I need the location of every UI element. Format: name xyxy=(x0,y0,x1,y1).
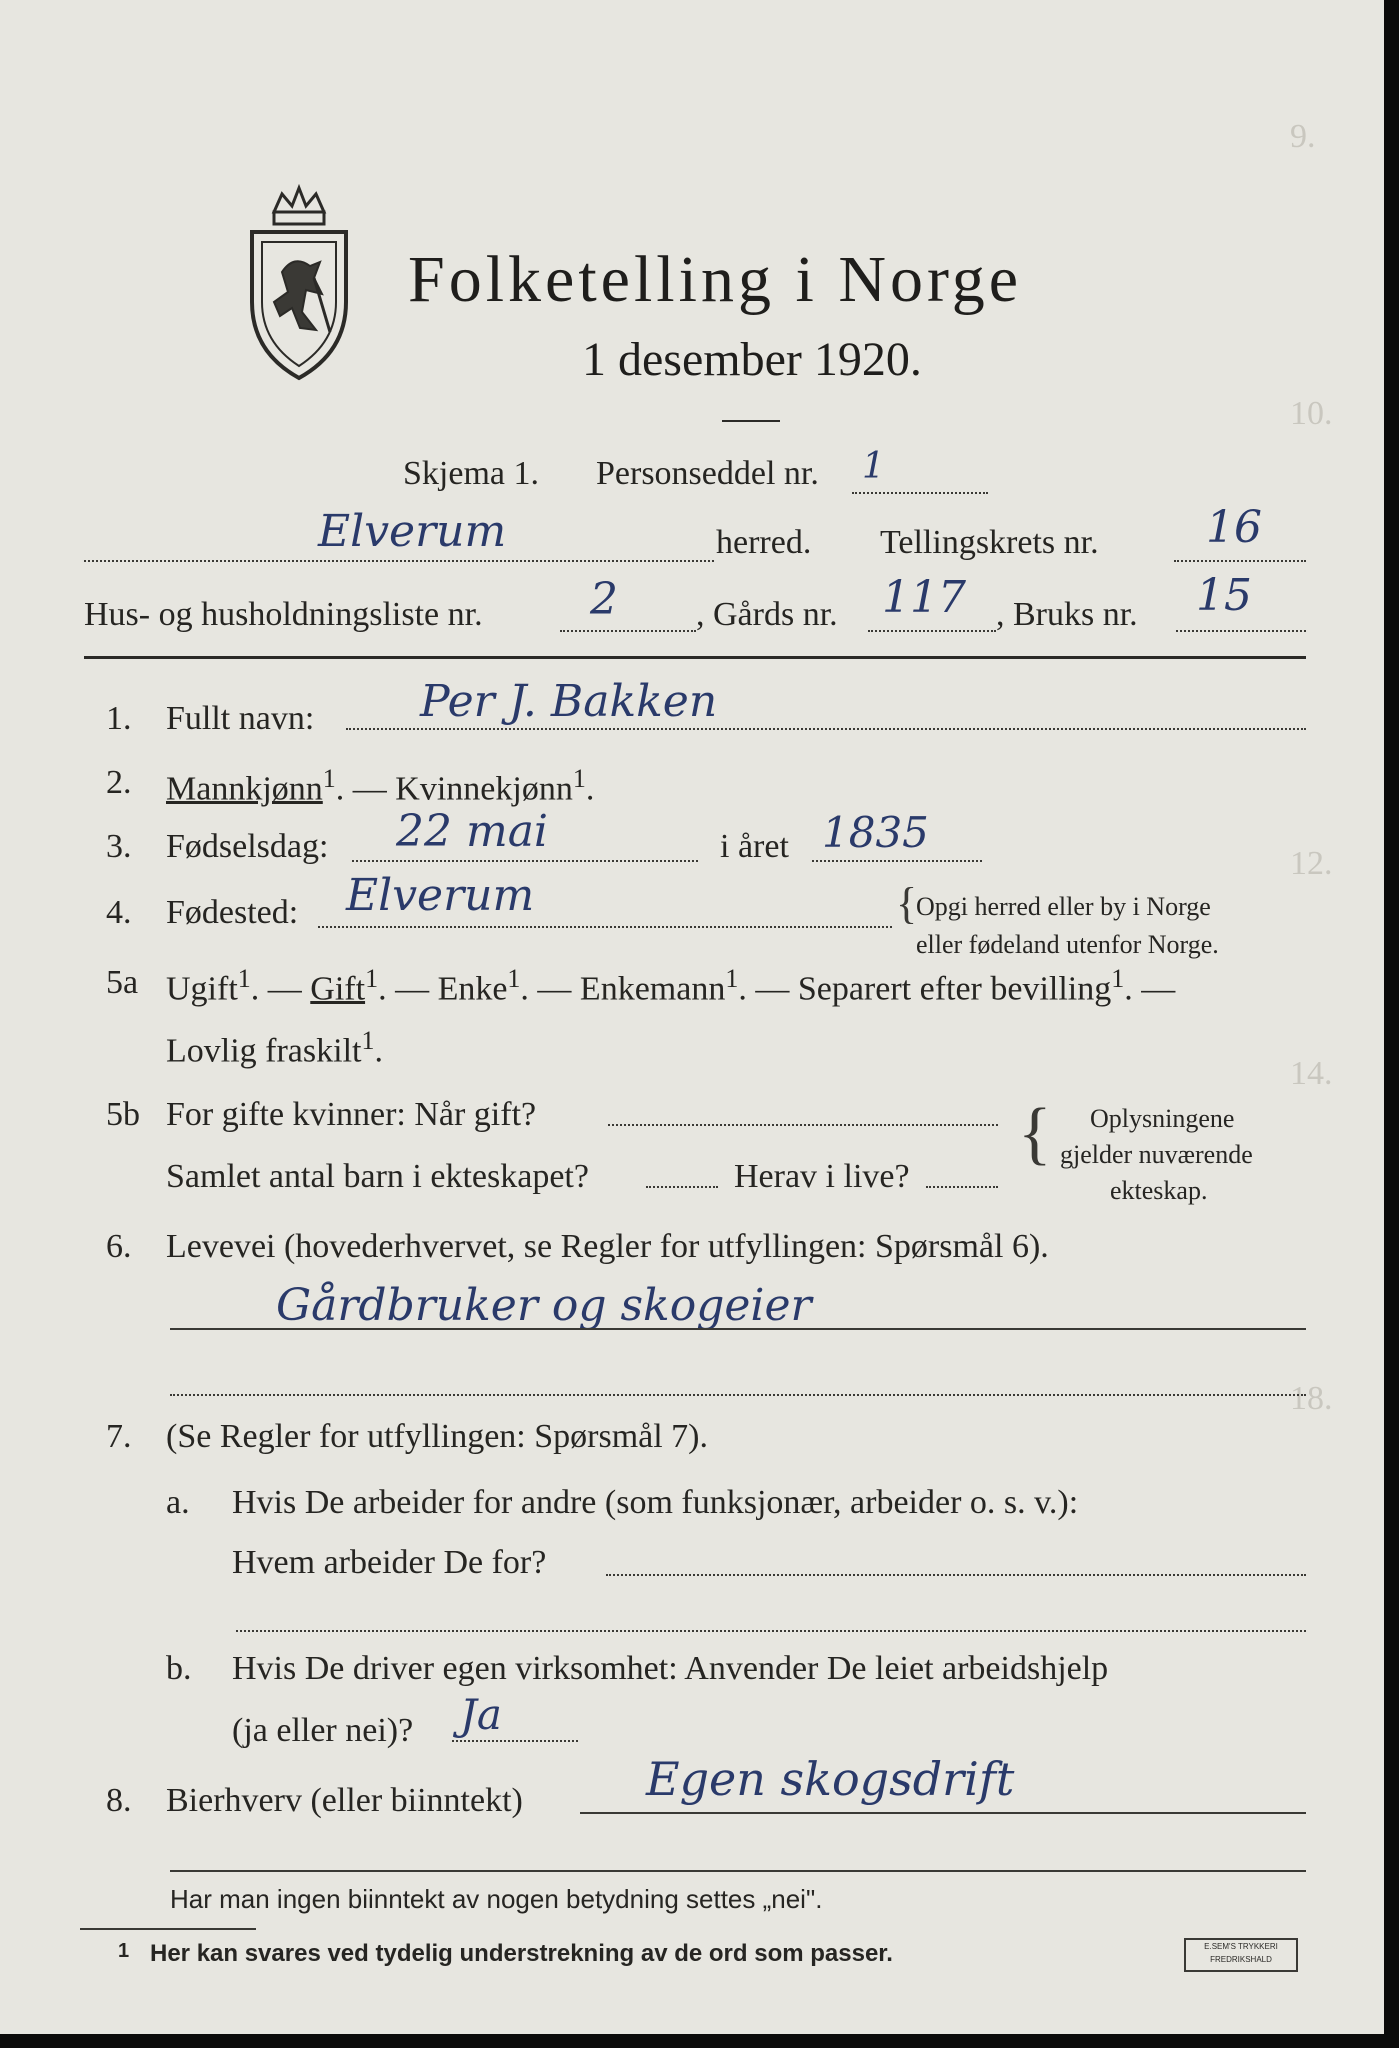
form-title: Folketelling i Norge xyxy=(408,243,1023,316)
q4-number: 4. xyxy=(106,894,132,931)
q4-line xyxy=(318,926,892,928)
q8-line-1 xyxy=(580,1812,1306,1814)
q1-line xyxy=(346,728,1306,730)
q2-kvinnekjonn: Kvinnekjønn xyxy=(395,770,573,808)
q4-value: Elverum xyxy=(346,870,535,921)
q3-year-line xyxy=(812,860,982,862)
bleed-through-text: 18. xyxy=(1290,1380,1333,1417)
q3-value: 22 mai xyxy=(396,806,549,857)
gards-value: 117 xyxy=(882,572,966,623)
personseddel-value: 1 xyxy=(862,446,885,487)
bleed-through-text: 14. xyxy=(1290,1055,1333,1092)
q4-note-1: Opgi herred eller by i Norge xyxy=(916,892,1211,921)
personseddel-line xyxy=(852,492,988,494)
q5a-lovlig: Lovlig fraskilt$^1$. xyxy=(166,1026,383,1070)
herred-value: Elverum xyxy=(318,506,507,557)
q7b-value: Ja xyxy=(460,1690,502,1739)
q6-value: Gårdbruker og skogeier xyxy=(276,1280,812,1331)
q7a-line-2 xyxy=(236,1630,1306,1632)
q5b-number: 5b xyxy=(106,1096,140,1133)
q4-brace: { xyxy=(896,879,918,928)
bruks-value: 15 xyxy=(1196,570,1252,621)
q3-year-value: 1835 xyxy=(822,808,929,857)
herred-label: herred. xyxy=(716,524,812,561)
q5a-gift: Gift xyxy=(310,970,366,1008)
q1-value: Per J. Bakken xyxy=(420,676,718,727)
personseddel-label: Personseddel nr. xyxy=(596,455,819,492)
q6-line-1 xyxy=(170,1328,1306,1330)
bleed-through-text: 9. xyxy=(1290,118,1316,155)
header-divider xyxy=(84,656,1306,659)
divider xyxy=(722,420,780,422)
bruks-line xyxy=(1176,630,1306,632)
q7b-line xyxy=(452,1740,578,1742)
gards-label: , Gårds nr. xyxy=(696,596,838,633)
q5a-text: Ugift$^1$. — Gift$^1$. — Enke$^1$. — Enkemann$^1$. — Separert efter bevilling$^1$. — xyxy=(166,964,1176,1008)
hus-label: Hus- og husholdningsliste nr. xyxy=(84,596,483,633)
q5b-label-2: Samlet antal barn i ekteskapet? xyxy=(166,1158,589,1195)
q5b-line-2 xyxy=(646,1186,718,1188)
q7-number: 7. xyxy=(106,1418,132,1455)
q3-year-label: i året xyxy=(720,828,789,865)
q1-label: Fullt navn: xyxy=(166,700,315,737)
q5b-label-3: Herav i live? xyxy=(734,1158,910,1195)
q3-line xyxy=(352,860,698,862)
q5b-brace: { xyxy=(1018,1095,1052,1172)
hus-line xyxy=(560,630,696,632)
skjema-label: Skjema 1. xyxy=(403,455,539,492)
q5b-note-2: gjelder nuværende xyxy=(1060,1140,1253,1169)
q2-mannkjonn: Mannkjønn xyxy=(166,770,323,808)
footnote-number: 1 xyxy=(118,1940,130,1962)
footer-note: Har man ingen biinntekt av nogen betydning settes „nei". xyxy=(170,1884,823,1914)
q5b-note-3: ekteskap. xyxy=(1110,1176,1208,1205)
tellingskrets-label: Tellingskrets nr. xyxy=(880,524,1099,561)
hus-value: 2 xyxy=(590,574,618,625)
q8-number: 8. xyxy=(106,1782,132,1819)
q7a-number: a. xyxy=(166,1484,190,1521)
q1-number: 1. xyxy=(106,700,132,737)
bleed-through-text: 12. xyxy=(1290,845,1333,882)
tellingskrets-value: 16 xyxy=(1206,502,1262,553)
q5b-line-1 xyxy=(608,1124,998,1126)
footnote-divider xyxy=(80,1928,256,1930)
q8-line-2 xyxy=(170,1870,1306,1872)
q7b-text: Hvis De driver egen virksomhet: Anvender De leiet arbeidshjelp xyxy=(232,1650,1109,1687)
q4-note-2: eller fødeland utenfor Norge. xyxy=(916,930,1219,959)
gards-line xyxy=(868,630,996,632)
bruks-label: , Bruks nr. xyxy=(996,596,1138,633)
q7a-question: Hvem arbeider De for? xyxy=(232,1544,547,1581)
tellingskrets-line xyxy=(1174,560,1306,562)
q7b-number: b. xyxy=(166,1650,192,1687)
q6-line-2 xyxy=(170,1394,1306,1396)
q4-label: Fødested: xyxy=(166,894,299,931)
q3-number: 3. xyxy=(106,828,132,865)
q3-label: Fødselsdag: xyxy=(166,828,329,865)
q6-label: Levevei (hovederhvervet, se Regler for utfyllingen: Spørsmål 6). xyxy=(166,1228,1049,1265)
census-date: 1 desember 1920. xyxy=(582,333,922,386)
herred-line xyxy=(84,560,714,562)
q5a-number: 5a xyxy=(106,964,139,1001)
footnote-text: Her kan svares ved tydelig understrekning av de ord som passer. xyxy=(150,1940,893,1967)
bleed-through-text: 10. xyxy=(1290,395,1333,432)
q8-value: Egen skogsdrift xyxy=(646,1752,1015,1806)
q7a-text: Hvis De arbeider for andre (som funksjonær, arbeider o. s. v.): xyxy=(232,1484,1079,1521)
q2-text: Mannkjønn$^1$. — Kvinnekjønn$^1$. xyxy=(166,764,595,808)
q8-label: Bierhverv (eller biinntekt) xyxy=(166,1782,523,1819)
printer-stamp: E.SEM'S TRYKKERI FREDRIKSHALD xyxy=(1184,1938,1298,1972)
q6-number: 6. xyxy=(106,1228,132,1265)
q5b-note-1: Oplysningene xyxy=(1090,1104,1235,1133)
q7b-question: (ja eller nei)? xyxy=(232,1712,414,1749)
q5b-label-1: For gifte kvinner: Når gift? xyxy=(166,1096,537,1133)
q7-label: (Se Regler for utfyllingen: Spørsmål 7). xyxy=(166,1418,709,1455)
q2-number: 2. xyxy=(106,764,132,801)
q5b-line-3 xyxy=(926,1186,998,1188)
norwegian-coat-of-arms-icon xyxy=(244,182,354,382)
q7a-line-1 xyxy=(606,1574,1306,1576)
